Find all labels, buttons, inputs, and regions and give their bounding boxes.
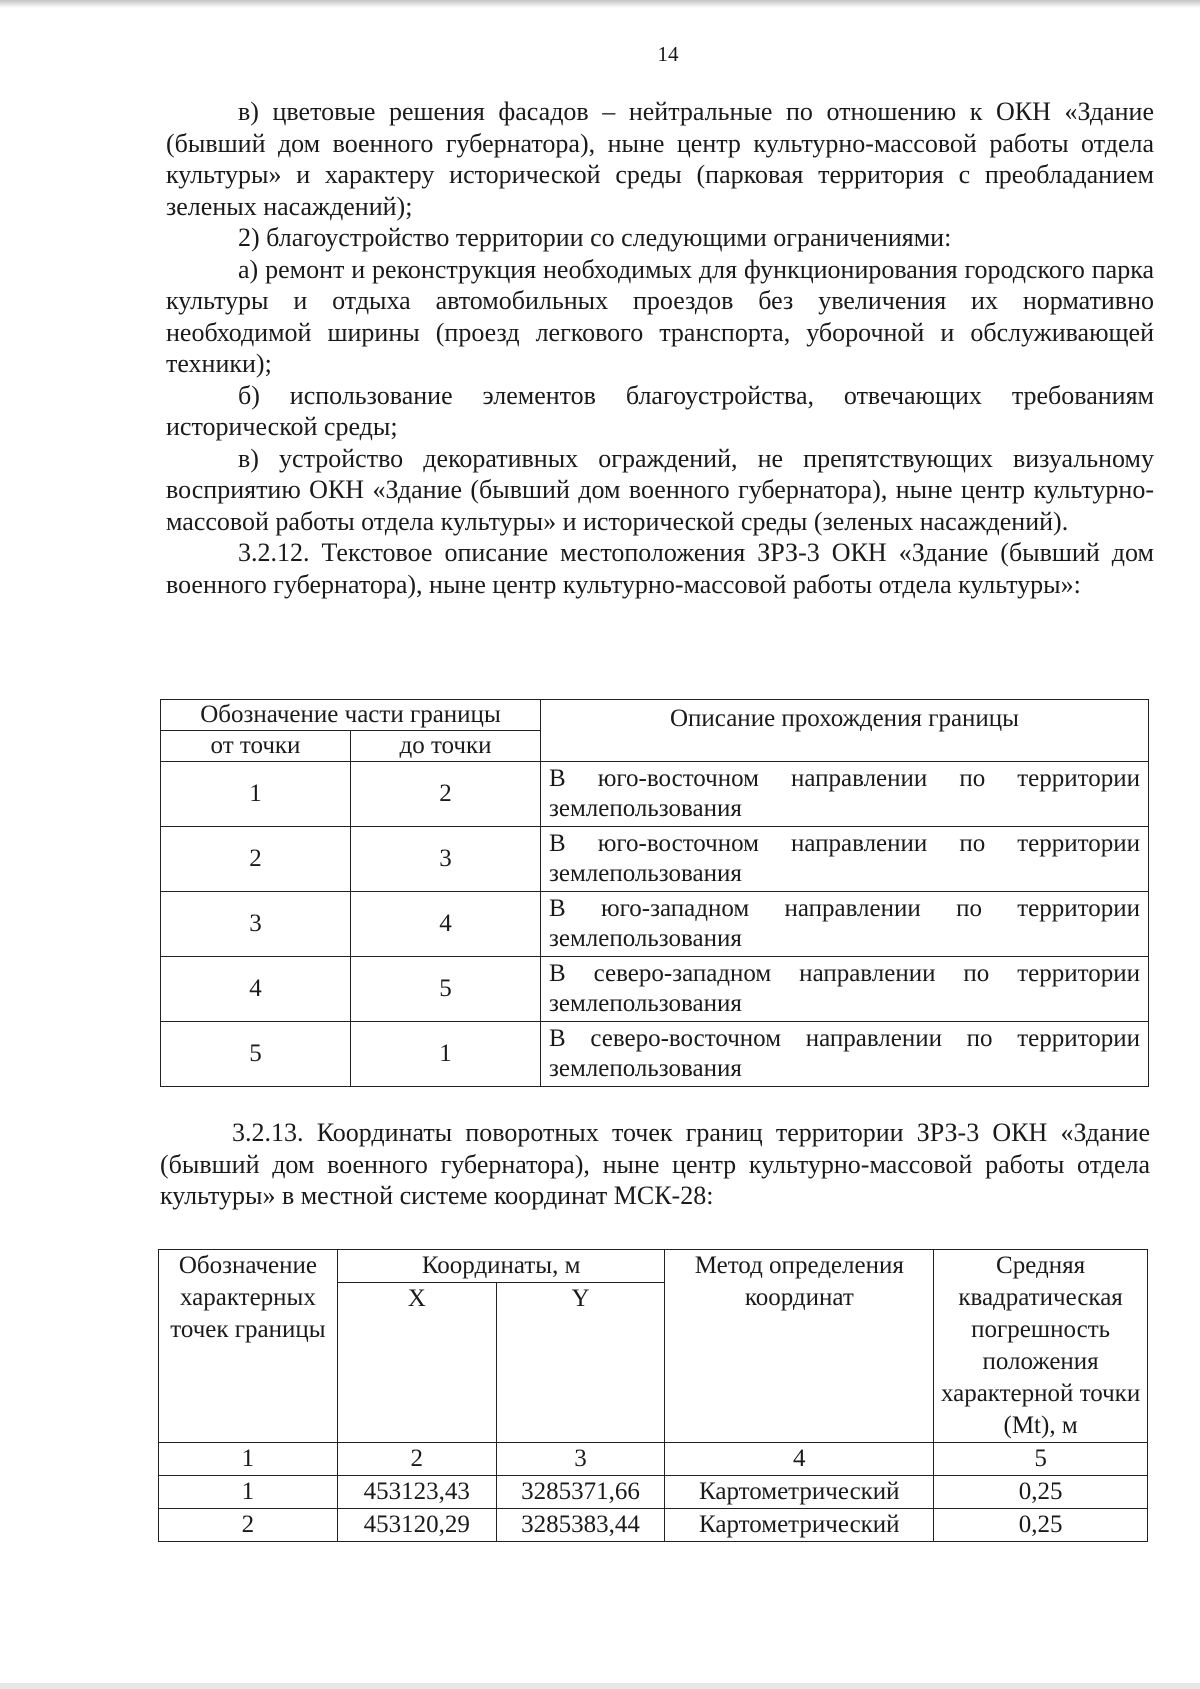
scan-edge-bottom — [0, 1683, 1200, 1689]
table-row — [161, 827, 1149, 892]
paragraph: 3.2.12. Текстовое описание местоположения ЗРЗ-3 ОКН «Здание (бывший дом военного губернатора), ныне центр культурно-массовой работы отдела культуры»: — [166, 538, 1154, 599]
cell-description: В юго-восточном направлении по территории землепользования — [541, 762, 1149, 827]
header-error: Средняя квадратическая погрешность положения характерной точки (Mt), м — [934, 1250, 1148, 1443]
cell-from: 2 — [161, 827, 351, 892]
cell-point: 1 — [159, 1476, 338, 1509]
paragraph: 3.2.13. Координаты поворотных точек границ территории ЗРЗ-3 ОКН «Здание (бывший дом военного губернатора), ныне центр культурно-массовой работы отдела культуры» в местной системе координат МСК-28: — [160, 1118, 1150, 1210]
table-row — [159, 1476, 1148, 1509]
cell-method: Картометрический — [665, 1476, 934, 1509]
header-method: Метод определения координат — [665, 1250, 934, 1443]
cell-description: В юго-восточном направлении по территории землепользования — [541, 827, 1149, 892]
cell-error: 0,25 — [934, 1476, 1148, 1509]
cell-y: 3285383,44 — [496, 1509, 665, 1542]
header-coordinates: Координаты, м — [337, 1250, 665, 1283]
cell-from: 4 — [161, 957, 351, 1022]
cell-to: 2 — [351, 762, 541, 827]
header-x: X — [337, 1283, 496, 1443]
col-number: 2 — [337, 1443, 496, 1476]
page-number: 14 — [657, 42, 679, 66]
scan-edge-top — [0, 0, 1200, 8]
table-row — [161, 957, 1149, 1022]
cell-description: В юго-западном направлении по территории землепользования — [541, 892, 1149, 957]
cell-x: 453123,43 — [337, 1476, 496, 1509]
col-number: 1 — [159, 1443, 338, 1476]
cell-description: В северо-восточном направлении по территории землепользования — [541, 1022, 1149, 1087]
table-row — [161, 1022, 1149, 1087]
paragraph: б) использование элементов благоустройства, отвечающих требованиям исторической среды; — [166, 380, 1154, 441]
header-y: Y — [496, 1283, 665, 1443]
column-number-row — [159, 1443, 1148, 1476]
cell-error: 0,25 — [934, 1509, 1148, 1542]
header-points: Обозначение характерных точек границы — [159, 1250, 338, 1443]
cell-point: 2 — [159, 1509, 338, 1542]
cell-to: 4 — [351, 892, 541, 957]
col-number: 3 — [496, 1443, 665, 1476]
cell-method: Картометрический — [665, 1509, 934, 1542]
body-text — [166, 96, 1154, 600]
paragraph: 2) благоустройство территории со следующими ограничениями: — [238, 223, 952, 252]
paragraph: в) цветовые решения фасадов – нейтральные по отношению к ОКН «Здание (бывший дом военного губернатора), ныне центр культурно-массовой работы отдела культуры» и характеру исторической среды (парковая территория с преобладанием зеленых насаждений); — [166, 97, 1154, 221]
cell-x: 453120,29 — [337, 1509, 496, 1542]
table-header-to: до точки — [351, 731, 541, 762]
table-header-description: Описание прохождения границы — [541, 700, 1149, 762]
table-header-from: от точки — [161, 731, 351, 762]
table-row — [159, 1509, 1148, 1542]
table-header-part: Обозначение части границы — [161, 700, 541, 731]
table-row — [161, 892, 1149, 957]
cell-from: 3 — [161, 892, 351, 957]
cell-from: 1 — [161, 762, 351, 827]
cell-to: 5 — [351, 957, 541, 1022]
cell-y: 3285371,66 — [496, 1476, 665, 1509]
cell-to: 3 — [351, 827, 541, 892]
cell-description: В северо-западном направлении по территории землепользования — [541, 957, 1149, 1022]
section-3-2-13 — [160, 1117, 1150, 1212]
boundary-description-table — [160, 699, 1149, 1087]
paragraph: в) устройство декоративных ограждений, не препятствующих визуальному восприятию ОКН «Здание (бывший дом военного губернатора), ныне центр культурно-массовой работы отдела культуры» и исторической среды (зеленых насаждений). — [166, 443, 1154, 536]
cell-from: 5 — [161, 1022, 351, 1087]
cell-to: 1 — [351, 1022, 541, 1087]
coordinates-table — [158, 1249, 1148, 1542]
col-number: 4 — [665, 1443, 934, 1476]
paragraph: а) ремонт и реконструкция необходимых для функционирования городского парка культуры и отдыха автомобильных проездов без увеличения их нормативно необходимой ширины (проезд легкового транспорта, уборочной и обслуживающей техники); — [166, 254, 1154, 378]
table-row — [161, 762, 1149, 827]
col-number: 5 — [934, 1443, 1148, 1476]
